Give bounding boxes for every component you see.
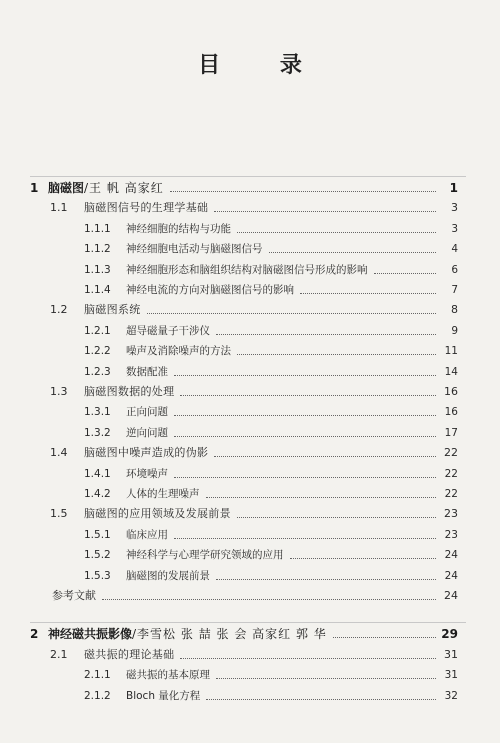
- toc-entry-title: [126, 665, 210, 685]
- toc-entry-number: 1.5.1: [84, 528, 111, 541]
- toc-subsection-row[interactable]: [0, 219, 500, 239]
- toc-subsection-row[interactable]: [0, 239, 500, 259]
- toc-entry-title-text: 环境噪声: [126, 467, 168, 480]
- toc-page-number: 31: [444, 669, 458, 682]
- toc-entry-title: [126, 280, 294, 300]
- toc-entry-title-text: 磁共振的理论基础: [84, 647, 175, 661]
- toc-subsection-row[interactable]: [0, 525, 500, 545]
- toc-section-row[interactable]: [0, 645, 500, 665]
- toc-entry-number: 1.2.1: [84, 324, 111, 337]
- toc-references-row[interactable]: [0, 586, 500, 606]
- toc-entry-number: 1: [30, 181, 39, 195]
- toc-subsection-row[interactable]: [0, 686, 500, 706]
- toc-page-number: 16: [444, 406, 458, 419]
- toc-dot-leader: [174, 477, 436, 478]
- toc-dot-leader: [237, 517, 436, 518]
- toc-page-number: 22: [444, 488, 458, 500]
- toc-entry-title: [84, 645, 174, 665]
- toc-dot-leader: [174, 538, 436, 539]
- toc-entry-title-text: 临床应用: [126, 528, 168, 541]
- toc-entry-number: 1.1.3: [84, 263, 111, 276]
- toc-entry-number: 2: [30, 627, 39, 642]
- toc-entry-number: 1.1.4: [84, 284, 111, 296]
- toc-dot-leader: [216, 678, 436, 679]
- toc-subsection-row[interactable]: [0, 402, 500, 422]
- toc-page-number: 24: [444, 569, 458, 582]
- toc-page-number: 8: [451, 303, 458, 317]
- toc-dot-leader: [180, 395, 436, 396]
- toc-entry-number: 1.5.2: [84, 549, 111, 562]
- toc-page-number: 6: [451, 263, 458, 276]
- toc-section-row[interactable]: [0, 198, 500, 218]
- toc-entry-title: [126, 402, 168, 422]
- toc-entry-title-text: 脑磁图系统: [84, 303, 141, 317]
- toc-entry-title-text: 人体的生理噪声: [126, 488, 200, 500]
- toc-entry-number: 1.4: [50, 446, 68, 460]
- toc-entry-number: 1.2.2: [84, 345, 111, 358]
- toc-entry-title: [84, 382, 174, 402]
- toc-page-number: 24: [444, 589, 458, 602]
- toc-entry-title-text: Bloch 量化方程: [126, 689, 201, 702]
- toc-page-number: 16: [444, 385, 458, 398]
- toc-dot-leader: [237, 232, 436, 233]
- toc-entry-title-text: 脑磁图的应用领域及发展前景: [84, 507, 231, 521]
- toc-dot-leader: [216, 334, 436, 335]
- toc-entry-title-text: 磁共振的基本原理: [126, 669, 210, 682]
- toc-subsection-row[interactable]: [0, 280, 500, 300]
- toc-entry-number: 1.1.1: [84, 222, 111, 235]
- toc-entry-title-text: 脑磁图信号的生理学基础: [84, 201, 209, 215]
- toc-entry-title: [84, 198, 208, 218]
- toc-entry-title: [126, 566, 210, 586]
- toc-dot-leader: [147, 313, 437, 314]
- toc-entry-number: 1.2.3: [84, 365, 111, 378]
- toc-dot-leader: [237, 354, 436, 355]
- toc-entry-number: 1.4.1: [84, 467, 111, 480]
- toc-entry-title-text: 数据配准: [126, 365, 168, 378]
- toc-page-number: 22: [444, 467, 458, 480]
- toc-dot-leader: [374, 273, 437, 274]
- toc-entry-number: 1.5.3: [84, 569, 111, 582]
- toc-entry-title: [126, 545, 284, 565]
- toc-dot-leader: [206, 497, 437, 498]
- toc-subsection-row[interactable]: [0, 464, 500, 484]
- toc-entry-number: 2.1.2: [84, 689, 111, 702]
- toc-dot-leader: [102, 599, 436, 600]
- toc-entry-title-text: 神经细胞的结构与功能: [126, 222, 231, 235]
- chapter-divider: [30, 176, 466, 177]
- toc-page-number: 32: [444, 689, 458, 702]
- toc-entry-title-text: 脑磁图: [48, 181, 85, 195]
- toc-dot-leader: [290, 558, 437, 559]
- toc-entry-number: 1.4.2: [84, 488, 111, 500]
- toc-entry-title-text: 神经细胞形态和脑组织结构对脑磁图信号形成的影响: [126, 263, 368, 276]
- toc-entry-title-text: 逆向问题: [126, 426, 168, 439]
- toc-entry-title: [48, 178, 164, 198]
- toc-dot-leader: [269, 252, 437, 253]
- toc-page-number: 22: [444, 446, 458, 460]
- toc-entry-number: 1.5: [50, 507, 68, 521]
- toc-entry-title-text: 噪声及消除噪声的方法: [126, 345, 231, 358]
- toc-dot-leader: [214, 211, 436, 212]
- toc-dot-leader: [174, 415, 436, 416]
- toc-chapter-row[interactable]: [0, 178, 500, 198]
- toc-entry-title: [126, 484, 200, 504]
- toc-entry-title-text: 脑磁图的发展前景: [126, 569, 210, 582]
- toc-entry-number: 2.1.1: [84, 669, 111, 682]
- toc-entry-title: [84, 443, 208, 463]
- toc-chapter-authors: /王 帆 高家红: [84, 181, 164, 195]
- toc-page-number: 3: [451, 222, 458, 235]
- toc-entry-title: [48, 624, 327, 644]
- chapter-divider: [30, 622, 466, 623]
- toc-page-number: 29: [441, 627, 458, 642]
- toc-entry-title: [84, 504, 231, 524]
- toc-dot-leader: [214, 456, 436, 457]
- toc-subsection-row[interactable]: [0, 362, 500, 382]
- toc-dot-leader: [333, 637, 436, 638]
- toc-page-number: 23: [444, 528, 458, 541]
- toc-entry-title: [126, 341, 231, 361]
- toc-entry-number: 1.2: [50, 303, 68, 317]
- toc-entry-title: [52, 586, 96, 606]
- toc-subsection-row[interactable]: [0, 321, 500, 341]
- toc-page-number: 11: [444, 345, 458, 358]
- toc-entry-title: [126, 423, 168, 443]
- toc-dot-leader: [174, 375, 436, 376]
- toc-dot-leader: [300, 293, 436, 294]
- toc-section-row[interactable]: [0, 300, 500, 320]
- toc-page-number: 14: [444, 365, 458, 378]
- toc-entry-title: [126, 686, 200, 706]
- toc-subsection-row[interactable]: [0, 665, 500, 685]
- toc-chapter-row[interactable]: [0, 624, 500, 644]
- toc-entry-title-text: 神经细胞电活动与脑磁图信号: [126, 243, 263, 256]
- toc-chapter-authors: /李雪松 张 喆 张 会 高家红 郭 华: [132, 627, 327, 642]
- toc-entry-title-text: 正向问题: [126, 406, 168, 419]
- toc-entry-title-text: 超导磁量子干涉仪: [126, 324, 210, 337]
- toc-page-number: 7: [451, 284, 458, 296]
- toc-entry-number: 1.3.2: [84, 426, 111, 439]
- toc-entry-title: [126, 362, 168, 382]
- toc-entry-title: [126, 239, 263, 259]
- toc-entry-title-text: 参考文献: [52, 589, 96, 602]
- toc-page-number: 1: [449, 181, 458, 195]
- toc-subsection-row[interactable]: [0, 260, 500, 280]
- toc-entry-title: [126, 464, 168, 484]
- toc-entry-title: [126, 260, 368, 280]
- toc-entry-title: [126, 525, 168, 545]
- toc-page-number: 31: [444, 647, 458, 661]
- toc-page-number: 9: [451, 324, 458, 337]
- toc-entry-number: 2.1: [50, 647, 68, 661]
- toc-dot-leader: [174, 436, 436, 437]
- toc-page-number: 3: [451, 201, 458, 215]
- toc-entry-number: 1.3.1: [84, 406, 111, 419]
- toc-dot-leader: [170, 191, 436, 192]
- toc-subsection-row[interactable]: [0, 545, 500, 565]
- toc-entry-number: 1.3: [50, 385, 68, 398]
- toc-dot-leader: [206, 699, 436, 700]
- toc-entry-title: [126, 219, 231, 239]
- toc-entry-title-text: 神经磁共振影像: [48, 627, 133, 642]
- toc-page-number: 17: [444, 426, 458, 439]
- toc-subsection-row[interactable]: [0, 341, 500, 361]
- toc-entry-title: [126, 321, 210, 341]
- toc-entry-title-text: 神经科学与心理学研究领域的应用: [126, 549, 284, 562]
- toc-page-number: 24: [444, 549, 458, 562]
- toc-dot-leader: [180, 658, 436, 659]
- toc-dot-leader: [216, 579, 436, 580]
- toc-section-row[interactable]: [0, 382, 500, 402]
- toc-section-row[interactable]: [0, 504, 500, 524]
- toc-entry-title-text: 脑磁图数据的处理: [84, 385, 175, 398]
- toc-entry-title-text: 脑磁图中噪声造成的伪影: [84, 446, 209, 460]
- page-title: 目 录: [198, 53, 328, 78]
- toc-entry-title: [84, 300, 141, 320]
- toc-entry-number: 1.1: [50, 201, 68, 215]
- toc-section-row[interactable]: [0, 443, 500, 463]
- toc-subsection-row[interactable]: [0, 484, 500, 504]
- toc-entry-number: 1.1.2: [84, 243, 111, 256]
- toc-page-number: 4: [451, 243, 458, 256]
- toc-page-number: 23: [444, 507, 458, 521]
- toc-subsection-row[interactable]: [0, 566, 500, 586]
- toc-subsection-row[interactable]: [0, 423, 500, 443]
- toc-entry-title-text: 神经电流的方向对脑磁图信号的影响: [126, 284, 294, 296]
